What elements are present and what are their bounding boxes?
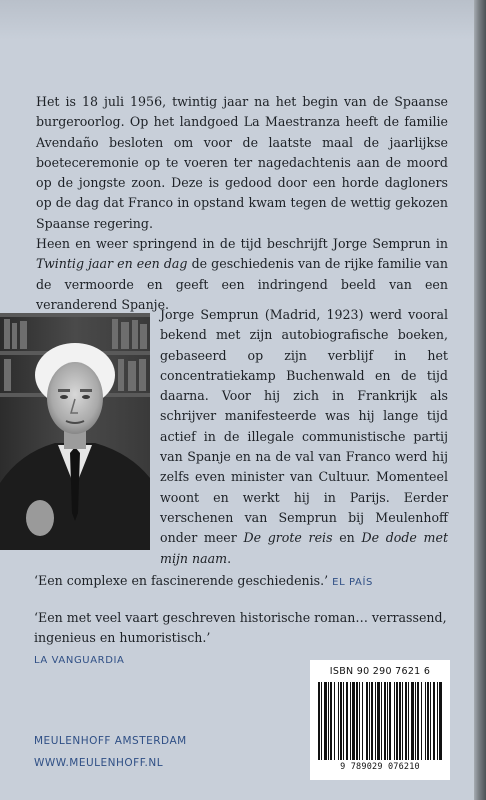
publisher-info <box>34 730 187 774</box>
barcode-bar <box>425 682 426 760</box>
synopsis-text: de geschiedenis van de rijke familie van de vermoorde en geeft een indringend beeld van een veranderend Spanje. <box>36 256 448 312</box>
barcode-bar <box>356 682 358 760</box>
barcode-bar <box>381 682 382 760</box>
barcode-bar <box>362 682 363 760</box>
barcode-bar <box>396 682 398 760</box>
synopsis-text: Heen en weer springend in de tijd beschrijft Jorge Semprun in <box>36 236 448 252</box>
barcode-bar <box>375 682 376 760</box>
bio-text: Jorge Semprun (Madrid, 1923) werd vooral bekend met zijn autobiografische boeken, gebaseerd op zijn verblijf in het concentratiekamp Buchenwald en de tijd daarna. Voor hij zich in Frankrijk als schrijver manifesteerde was hij lange tijd actief in de illegale communistische partij van Spanje en na de val van Franco werd hij zelfs even minister van Cultuur. Momenteel woont en werkt hij in Parijs. Eerder verschenen van Semprun bij Meulenhoff onder meer <box>160 307 448 546</box>
barcode-bar <box>405 682 407 760</box>
bio-paragraph <box>160 305 448 569</box>
barcode-bar <box>350 682 351 760</box>
barcode-bar <box>371 682 373 760</box>
barcode-bar <box>430 682 431 760</box>
barcode-bar <box>399 682 401 760</box>
barcode-bar <box>387 682 388 760</box>
barcode-bar <box>384 682 386 760</box>
barcode-bar <box>338 682 339 760</box>
barcode-bar <box>346 682 348 760</box>
barcode-bar <box>366 682 368 760</box>
barcode-bar <box>377 682 380 760</box>
barcode-icon <box>318 682 442 760</box>
barcode-bar <box>330 682 332 760</box>
barcode-bar <box>415 682 416 760</box>
book-title-1: De grote reis <box>243 530 333 546</box>
author-portrait-photo <box>0 313 150 550</box>
barcode-bar <box>427 682 429 760</box>
barcode-bar <box>421 682 422 760</box>
barcode-bar <box>389 682 391 760</box>
barcode-bar <box>408 682 409 760</box>
barcode-bar <box>417 682 419 760</box>
barcode-bar <box>411 682 414 760</box>
page-edge <box>474 0 486 800</box>
quote-text: ‘Een met veel vaart geschreven historische roman… verrassend, ingenieus en humoristisch.’ <box>34 610 447 646</box>
barcode-bar <box>369 682 370 760</box>
barcode-panel <box>310 660 450 780</box>
barcode-bar <box>340 682 342 760</box>
barcode-bar <box>334 682 335 760</box>
author-portrait-illustration <box>0 313 150 550</box>
isbn-number: ISBN 90 290 7621 6 <box>329 666 431 677</box>
barcode-bar <box>433 682 435 760</box>
barcode-bar <box>321 682 322 760</box>
ean-number: 9 789029 076210 <box>340 762 420 772</box>
barcode-bar <box>394 682 395 760</box>
barcode-bar <box>439 682 442 760</box>
synopsis <box>36 92 448 315</box>
barcode-bar <box>359 682 360 760</box>
book-title: Twintig jaar en een dag <box>36 256 188 272</box>
top-band <box>0 0 474 40</box>
bio-end: . <box>227 550 232 566</box>
barcode-bar <box>402 682 403 760</box>
quote-source: EL PAÍS <box>332 577 373 588</box>
bio-joiner: en <box>332 530 362 546</box>
barcode-bar <box>437 682 438 760</box>
publisher-url: WWW.MEULENHOFF.NL <box>34 757 164 769</box>
synopsis-paragraph-2 <box>36 234 448 315</box>
book-title-2: De dode met mijn naam <box>160 530 448 566</box>
review-quote-1 <box>34 571 373 593</box>
barcode-bar <box>324 682 327 760</box>
barcode-bar <box>328 682 329 760</box>
author-biography <box>160 305 448 569</box>
barcode-bar <box>343 682 344 760</box>
publisher-name: MEULENHOFF AMSTERDAM <box>34 735 187 747</box>
barcode-bar <box>318 682 320 760</box>
quote-text: ‘Een complexe en fascinerende geschiedenis.’ <box>34 573 329 588</box>
quote-source: LA VANGUARDIA <box>34 654 125 666</box>
synopsis-paragraph-1: Het is 18 juli 1956, twintig jaar na het begin van de Spaanse burgeroorlog. Op het landgoed La Maestranza heeft de familie Avendaño besloten om voor de laatste maal de jaarlijkse boeteceremonie op te voeren ter nagedachtenis aan de moord op de jongste zoon. Deze is gedood door een horde dagloners op de dag dat Franco in opstand kwam tegen de wettig gekozen Spaanse regering. <box>36 94 448 231</box>
barcode-bar <box>352 682 355 760</box>
